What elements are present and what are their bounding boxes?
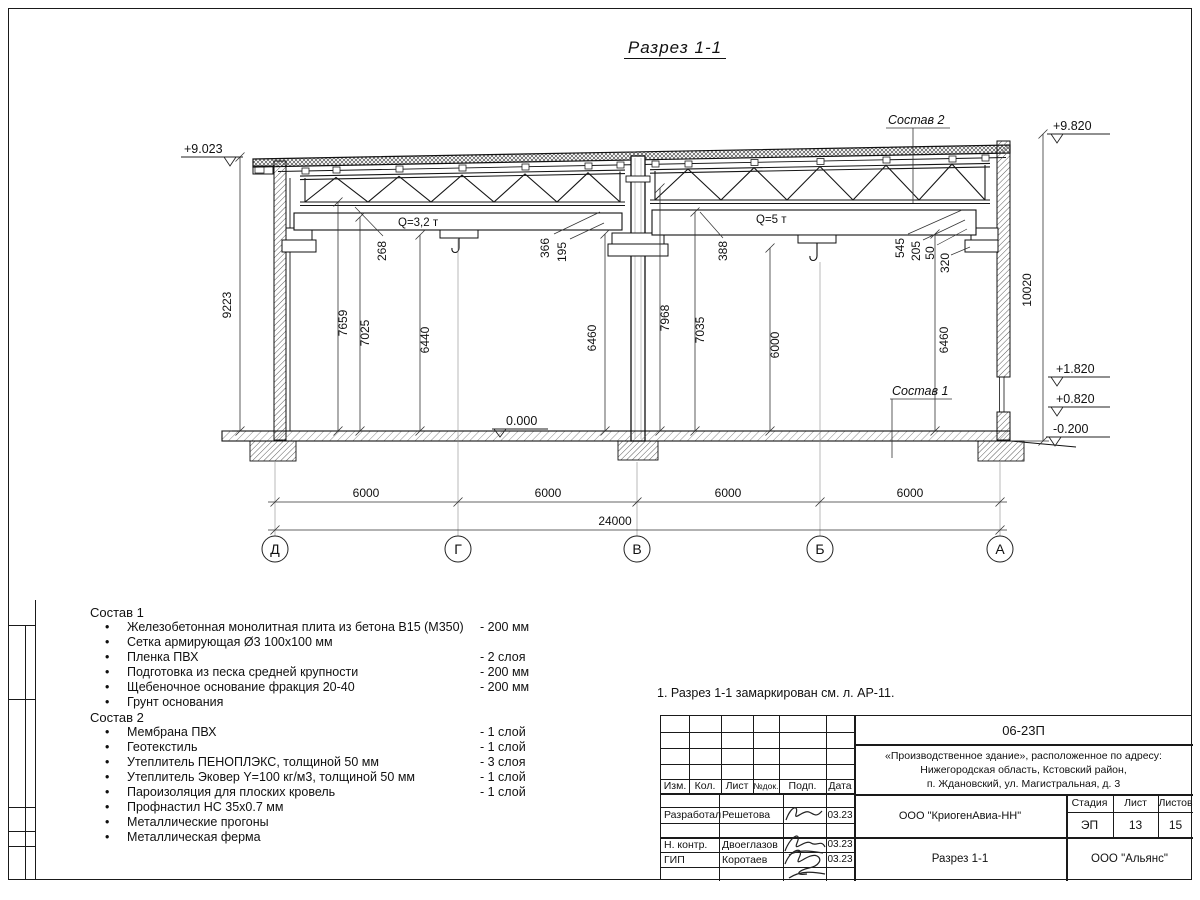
list-item [90,815,560,830]
label-sostav1: Состав 1 [892,384,949,398]
material-lists [90,605,560,845]
bullet-icon: • [105,665,110,679]
floor-slab [222,431,1076,461]
bullet-icon: • [105,755,110,769]
dim-9223: 9223 [220,291,234,319]
tb-name-2: Двоеглазов [722,839,778,851]
bullet-icon: • [105,680,110,694]
bay-dim-2: 6000 [534,486,562,500]
item-text: Утеплитель Эковер Y=100 кг/м3, толщиной 50 мм [127,770,416,784]
margin-box-line [8,699,35,700]
list-item [90,770,560,785]
dim-6000-clearance: 6000 [768,331,782,359]
item-qty: - 200 мм [480,680,530,694]
sostav2-header: Состав 2 [90,710,144,725]
item-text: Мембрана ПВХ [127,725,217,739]
item-qty: - 200 мм [480,620,530,634]
tb-line [661,764,854,765]
bay-dim-1: 6000 [352,486,380,500]
dim-388: 388 [716,240,730,262]
item-qty: - 1 слой [480,770,526,784]
dim-366: 366 [538,237,552,259]
bay-dim-4: 6000 [896,486,924,500]
dim-10020: 10020 [1020,273,1034,307]
tb-line [661,748,854,749]
dim-7025: 7025 [358,319,372,347]
list-item [90,620,560,635]
margin-box-line [8,807,35,808]
drawing-note: 1. Разрез 1-1 замаркирован см. л. АР-11. [657,686,895,700]
bottom-dimensions [268,486,1007,535]
item-text: Сетка армирующая Ø3 100х100 мм [127,635,333,649]
list-item [90,725,560,740]
item-text: Геотекстиль [127,740,198,754]
axis-D: Д [270,541,280,557]
signature-3 [779,844,829,880]
sostav1-header: Состав 1 [90,605,144,620]
margin-box-line [35,600,36,880]
dim-6460-right: 6460 [937,326,951,354]
foundation-middle [618,441,658,460]
dim-195: 195 [555,241,569,263]
margin-box-line [25,625,26,880]
item-text: Металлические прогоны [127,815,269,829]
item-text: Грунт основания [127,695,224,709]
truss-left [300,170,625,205]
bullet-icon: • [105,725,110,739]
tb-project-line3: п. Ждановский, ул. Магистральная, д. 3 [926,778,1121,790]
item-qty [480,815,560,830]
list-item [90,785,560,800]
bullet-icon: • [105,695,110,709]
tb-role-2: Н. контр. [664,839,708,851]
tb-sheet-label: Лист [1124,797,1147,809]
bullet-icon: • [105,815,110,829]
dim-320: 320 [938,252,952,274]
dim-7035: 7035 [693,316,707,344]
dim-6460-left: 6460 [585,324,599,352]
wall-left [274,161,316,440]
crane-capacity-left: Q=3,2 т [398,217,439,229]
list-item [90,800,560,815]
item-qty: - 1 слой [480,740,526,754]
dim-205: 205 [909,240,923,262]
tb-date-3: 03.23 [827,854,853,865]
label-sostav2: Состав 2 [888,113,945,127]
bullet-icon: • [105,620,110,634]
dim-545: 545 [893,237,907,259]
item-text: Профнастил НС 35х0.7 мм [127,800,284,814]
elev-plus0820: +0.820 [1056,392,1095,406]
item-text: Железобетонная монолитная плита из бетона В15 (М350) [127,620,464,634]
tb-project-line2: Нижегородская область, Кстовский район, [920,764,1127,776]
tb-sheets-value: 15 [1168,817,1183,832]
tb-sheet-title: Разрез 1-1 [931,853,989,865]
item-qty: - 200 мм [480,665,530,679]
truss-right [650,163,990,203]
elev-right-top: +9.820 [1053,119,1092,133]
list-item [90,695,560,710]
axis-bubbles [262,536,1013,562]
crane-hook-right [810,243,817,261]
item-text: Металлическая ферма [127,830,261,844]
tb-sheets-label: Листов [1158,797,1193,809]
tb-col-ndoc: №док. [753,781,779,791]
foundation-right [978,441,1024,461]
tb-org-middle: ООО "КриогенАвиа-НН" [898,809,1022,822]
list-item [90,635,560,650]
item-qty: - 3 слоя [480,755,526,769]
list-item [90,665,560,680]
item-text: Пленка ПВХ [127,650,199,664]
tb-project-line1: «Производственное здание», расположенное по адресу: [885,750,1162,762]
elev-left-top: +9.023 [184,142,223,156]
tb-date-1: 03.23 [827,809,853,821]
dim-6440: 6440 [418,326,432,354]
tb-col-data: Дата [828,780,852,792]
bullet-icon: • [105,830,110,844]
elev-zero: 0.000 [506,414,538,428]
margin-box-line [8,831,35,832]
bullet-icon: • [105,740,110,754]
tb-sheet-value: 13 [1128,817,1143,832]
tb-col-list: Лист [725,780,749,792]
dim-7968: 7968 [658,304,672,332]
item-qty [480,635,560,650]
tb-line [661,823,854,824]
elev-minus0200: -0.200 [1053,422,1089,436]
list-item [90,830,560,845]
tb-role-1: Разработал [664,809,722,821]
item-qty: - 1 слой [480,785,526,799]
title-block [660,715,1192,880]
bullet-icon: • [105,770,110,784]
tb-doc-number: 06-23П [1002,722,1045,738]
item-text: Подготовка из песка средней крупности [127,665,359,679]
axis-G: Г [454,541,462,557]
item-text: Пароизоляция для плоских кровель [127,785,336,799]
list-item [90,650,560,665]
signature-1 [783,802,825,826]
total-dim: 24000 [598,514,632,528]
page-title-text: Разрез 1-1 [624,38,726,59]
item-text: Щебеночное основание фракция 20-40 [127,680,355,694]
foundation-left [250,441,296,461]
tb-line [854,744,1193,746]
item-qty: - 1 слой [480,725,526,739]
item-qty [480,695,560,710]
bullet-icon: • [105,650,110,664]
crane-capacity-right: Q=5 т [756,214,787,226]
dim-7659: 7659 [336,309,350,337]
tb-role-3: ГИП [664,854,685,866]
item-qty: - 2 слоя [480,650,526,664]
list-item [90,755,560,770]
bullet-icon: • [105,785,110,799]
tb-name-3: Коротаев [722,854,768,866]
tb-col-podp: Подп. [788,780,817,792]
margin-box-line [8,625,35,626]
tb-line [661,732,854,733]
tb-col-kol: Кол. [694,780,716,792]
list-item [90,680,560,695]
list-item [90,740,560,755]
item-qty [480,800,560,815]
bay-dim-3: 6000 [714,486,742,500]
axis-V: В [632,541,642,557]
axis-B: Б [815,541,825,557]
tb-stage-label: Стадия [1071,797,1108,809]
axis-A: А [995,541,1005,557]
item-qty [480,830,560,845]
elev-plus1820: +1.820 [1056,362,1095,376]
tb-col-izm: Изм. [663,780,687,792]
margin-box-line [8,846,35,847]
item-text: Утеплитель ПЕНОПЛЭКС, толщиной 50 мм [127,755,379,769]
dim-50: 50 [923,246,937,260]
tb-name-1: Решетова [722,809,771,821]
bullet-icon: • [105,635,110,649]
tb-line [661,793,854,795]
dim-268: 268 [375,240,389,262]
tb-org-right: ООО "Альянс" [1091,853,1168,865]
bullet-icon: • [105,800,110,814]
tb-stage-value: ЭП [1080,817,1099,832]
tb-date-2: 03.23 [827,839,853,850]
